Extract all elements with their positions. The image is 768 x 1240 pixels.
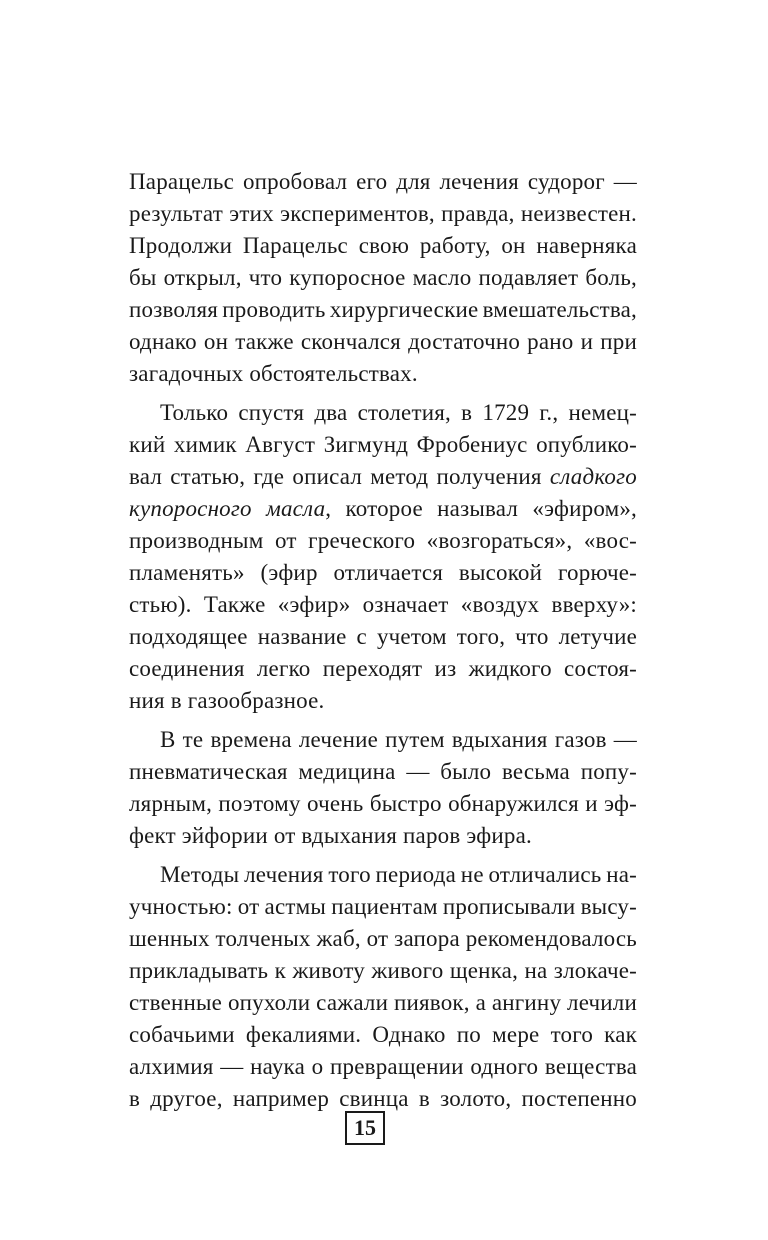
text-line: ственные опухоли сажали пиявок, а ангину лечили [129,990,637,1015]
text-line: подходящее название с учетом того, что летучие [129,624,637,649]
paragraph-1 [129,166,637,390]
text-line: Парацельс опробовал его для лечения судорог — [129,169,637,194]
italic-term: сладкого [549,464,637,489]
text-line-content: , которое называл «эфиром», [325,496,637,521]
text-line: ния в газообразное. [129,688,325,713]
text-line-content: Только спустя два столетия, в 1729 г., немец- [160,400,637,425]
text-line: стью). Также «эфир» означает «воздух вверху»: [129,592,637,617]
text-line: соединения легко переходят из жидкого состоя- [129,656,637,681]
paragraph-4 [129,859,637,1115]
text-line: пламенять» (эфир отличается высокой горюче- [129,560,637,585]
text-line: пневматическая медицина — было весьма попу- [129,759,637,784]
text-line: алхимия — наука о превращении одного вещества [129,1054,637,1079]
text-line: шенных толченых жаб, от запора рекомендовалось [129,926,637,951]
text-line: учностью: от астмы пациентам прописывали высу- [129,894,637,919]
italic-term: купоросного масла [129,496,326,521]
text-line: Методы лечения того периода не отличались на- [160,862,637,887]
text-line: собачьими фекалиями. Однако по мере того как [129,1022,637,1047]
text-line [160,397,637,429]
text-line: В те времена лечение путем вдыхания газов — [160,727,637,752]
text-line: результат этих экспериментов, правда, неизвестен. [129,201,637,226]
text-line: производным от греческого «возгораться», «вос- [129,528,637,553]
text-line: лярным, поэтому очень быстро обнаружился и эф- [129,791,637,816]
page-number: 15 [345,1111,385,1145]
text-line: позволяя проводить хирургические вмешательства, [129,297,637,322]
text-line [129,461,637,493]
text-line: прикладывать к животу живого щенка, на злокаче- [129,958,637,983]
text-line: фект эйфории от вдыхания паров эфира. [129,823,532,848]
text-line: в другое, например свинца в золото, постепенно [129,1086,637,1111]
paragraph-3 [129,724,637,852]
text-line: однако он также скончался достаточно рано и при [129,329,637,354]
text-line: бы открыл, что купоросное масло подавляет боль, [129,265,637,290]
text-line: кий химик Август Зигмунд Фробениус опублико- [129,432,637,457]
text-line: Продолжи Парацельс свою работу, он наверняка [129,233,637,258]
text-line-content: вал статью, где описал метод получения [129,464,542,489]
paragraph-2 [129,397,637,717]
page-body [129,166,637,1115]
text-line: загадочных обстоятельствах. [129,361,418,386]
text-line [129,493,637,525]
